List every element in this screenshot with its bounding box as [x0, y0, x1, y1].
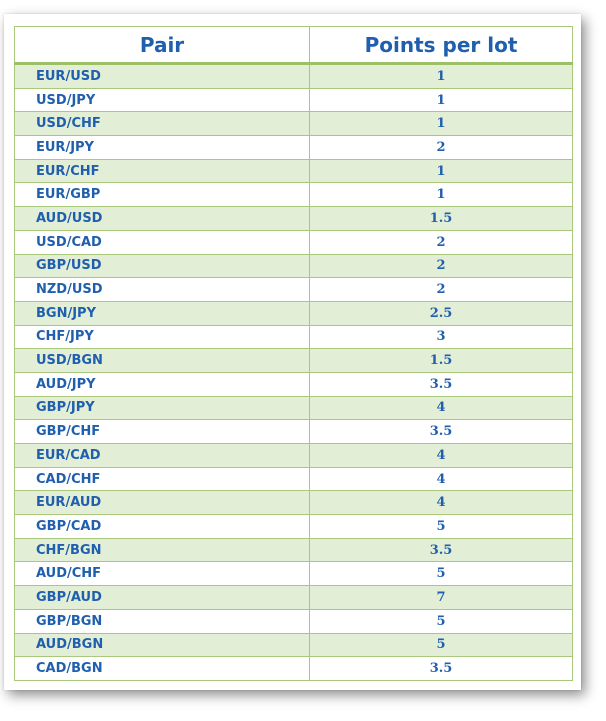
- points-cell: 4: [310, 396, 573, 420]
- table-row: [15, 609, 573, 633]
- pair-cell: GBP/USD: [15, 254, 310, 278]
- points-table: [14, 26, 573, 681]
- table-row: [15, 515, 573, 539]
- table-row: [15, 88, 573, 112]
- table-row: [15, 491, 573, 515]
- pair-cell: EUR/CHF: [15, 159, 310, 183]
- points-cell: 1: [310, 159, 573, 183]
- table-row: [15, 444, 573, 468]
- table-header-row: [15, 27, 573, 64]
- table-row: [15, 633, 573, 657]
- points-cell: 1: [310, 64, 573, 89]
- pair-cell: AUD/USD: [15, 207, 310, 231]
- points-cell: 1.5: [310, 349, 573, 373]
- points-cell: 1.5: [310, 207, 573, 231]
- table-row: [15, 254, 573, 278]
- points-cell: 3.5: [310, 538, 573, 562]
- table-row: [15, 372, 573, 396]
- points-cell: 4: [310, 491, 573, 515]
- table-row: [15, 159, 573, 183]
- points-cell: 2: [310, 278, 573, 302]
- points-cell: 1: [310, 183, 573, 207]
- points-cell: 4: [310, 467, 573, 491]
- pair-cell: USD/CAD: [15, 230, 310, 254]
- points-cell: 7: [310, 586, 573, 610]
- points-cell: 5: [310, 609, 573, 633]
- points-cell: 2.5: [310, 301, 573, 325]
- column-header-pair: Pair: [15, 27, 310, 64]
- pair-cell: AUD/JPY: [15, 372, 310, 396]
- table-body: [15, 64, 573, 681]
- pair-cell: USD/CHF: [15, 112, 310, 136]
- pair-cell: BGN/JPY: [15, 301, 310, 325]
- pair-cell: EUR/AUD: [15, 491, 310, 515]
- pair-cell: CHF/BGN: [15, 538, 310, 562]
- points-cell: 4: [310, 444, 573, 468]
- column-header-points: Points per lot: [310, 27, 573, 64]
- table-row: [15, 562, 573, 586]
- pair-cell: GBP/CHF: [15, 420, 310, 444]
- points-cell: 3.5: [310, 657, 573, 681]
- pair-cell: CAD/CHF: [15, 467, 310, 491]
- pair-cell: AUD/BGN: [15, 633, 310, 657]
- points-cell: 3.5: [310, 372, 573, 396]
- table-row: [15, 420, 573, 444]
- table-row: [15, 136, 573, 160]
- points-cell: 2: [310, 230, 573, 254]
- pair-cell: GBP/JPY: [15, 396, 310, 420]
- pair-cell: EUR/GBP: [15, 183, 310, 207]
- pair-cell: CHF/JPY: [15, 325, 310, 349]
- table-row: [15, 325, 573, 349]
- pair-cell: CAD/BGN: [15, 657, 310, 681]
- pair-cell: GBP/AUD: [15, 586, 310, 610]
- table-row: [15, 230, 573, 254]
- points-cell: 3: [310, 325, 573, 349]
- table-row: [15, 301, 573, 325]
- table-row: [15, 207, 573, 231]
- table-row: [15, 538, 573, 562]
- points-cell: 1: [310, 88, 573, 112]
- pair-cell: EUR/CAD: [15, 444, 310, 468]
- table-row: [15, 64, 573, 89]
- points-cell: 3.5: [310, 420, 573, 444]
- table-row: [15, 349, 573, 373]
- table-row: [15, 467, 573, 491]
- pair-cell: USD/BGN: [15, 349, 310, 373]
- pair-cell: EUR/JPY: [15, 136, 310, 160]
- pair-cell: NZD/USD: [15, 278, 310, 302]
- points-cell: 5: [310, 562, 573, 586]
- pair-cell: USD/JPY: [15, 88, 310, 112]
- points-cell: 5: [310, 515, 573, 539]
- points-cell: 5: [310, 633, 573, 657]
- points-cell: 1: [310, 112, 573, 136]
- pair-cell: EUR/USD: [15, 64, 310, 89]
- pair-cell: GBP/BGN: [15, 609, 310, 633]
- points-cell: 2: [310, 254, 573, 278]
- table-row: [15, 183, 573, 207]
- pair-cell: GBP/CAD: [15, 515, 310, 539]
- table-row: [15, 396, 573, 420]
- table-row: [15, 586, 573, 610]
- table-row: [15, 657, 573, 681]
- table-card: [4, 14, 581, 690]
- pair-cell: AUD/CHF: [15, 562, 310, 586]
- table-row: [15, 112, 573, 136]
- points-cell: 2: [310, 136, 573, 160]
- table-row: [15, 278, 573, 302]
